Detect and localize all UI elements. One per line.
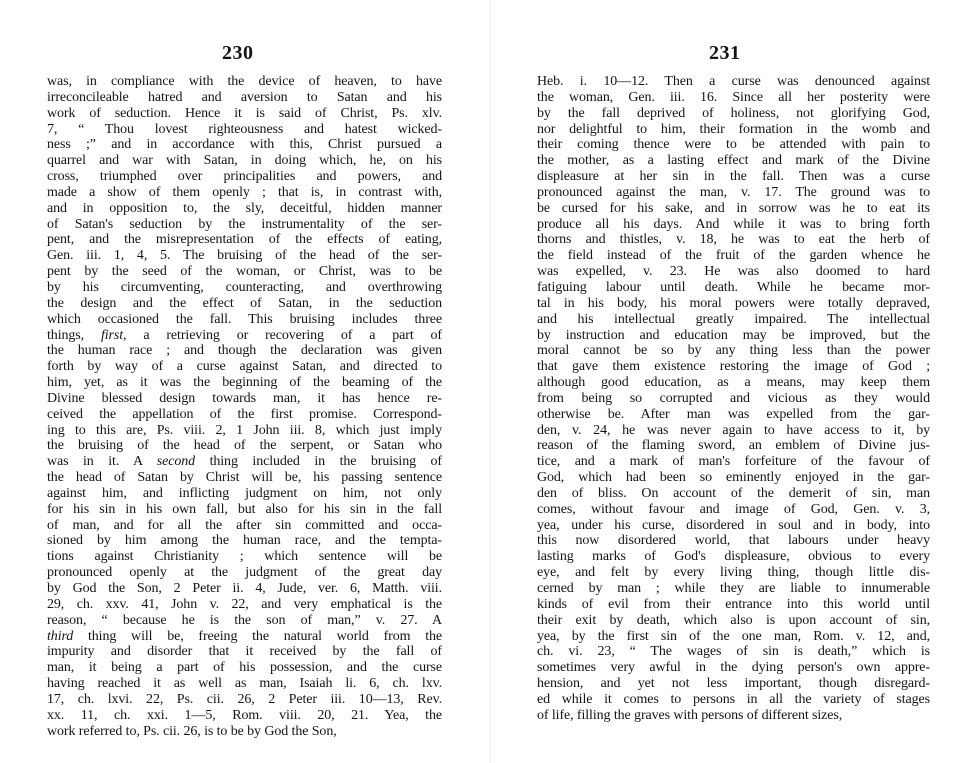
text-line: sometimes very awful in the dying person's own appre- — [537, 660, 930, 676]
text-line: tice, and a mark of man's forfeiture of the favour of — [537, 454, 930, 470]
text-line: forth by way of a curse against Satan, and directed to — [47, 359, 442, 375]
text-line: from being so corrupted and vicious as they would — [537, 390, 930, 406]
text-line: and his intellectual greatly impaired. The intellectual — [537, 311, 930, 327]
text-line: the human race ; and though the declaration was given — [47, 343, 442, 359]
text-line: reason of the flaming sword, an emblem of Divine jus- — [537, 438, 930, 454]
text-line: the woman, Gen. iii. 16. Since all her posterity were — [537, 89, 930, 105]
text-line: nor delightful to him, their formation in the womb and — [537, 121, 930, 137]
text-line: comes, without favour and image of God, Gen. v. 3, — [537, 501, 930, 517]
text-line: cross, triumphed over principalities and powers, and — [47, 169, 442, 185]
text-line: him, yet, as it was the beginning of the beaming of the — [47, 375, 442, 391]
text-line: for his sin in his own fall, but also for his sin in the fall — [47, 501, 442, 517]
text-line: be cursed for his sake, and in sorrow was he to eat its — [537, 200, 930, 216]
page-text — [537, 74, 930, 724]
text-line: thorns and thistles, v. 18, he was to eat the herb of — [537, 232, 930, 248]
text-line: tal in his body, his moral powers were totally depraved, — [537, 295, 930, 311]
text-line: and in opposition to, the sly, deceitful, hidden manner — [47, 200, 442, 216]
text-line: having reached it as well as man, Isaiah li. 6, ch. lxv. — [47, 676, 442, 692]
text-line: moral cannot be so by any thing less than the power — [537, 343, 930, 359]
page-number: 231 — [709, 42, 741, 64]
text-line: 7, “ Thou lovest righteousness and hatest wicked- — [47, 121, 442, 137]
text-line: against him, and inflicting judgment on him, not only — [47, 485, 442, 501]
text-line: yea, by the first sin of the one man, Rom. v. 12, and, — [537, 628, 930, 644]
text-line: 17, ch. lxvi. 22, Ps. cii. 26, 2 Peter iii. 10—13, Rev. — [47, 691, 442, 707]
text-line: Heb. i. 10—12. Then a curse was denounced against — [537, 74, 930, 89]
text-line: Gen. iii. 1, 4, 5. The bruising of the head of the ser- — [47, 248, 442, 264]
text-line: ceived the appellation of the first promise. Correspond- — [47, 406, 442, 422]
right-page — [490, 0, 980, 763]
text-line: by the fall deprived of holiness, not glorifying God, — [537, 105, 930, 121]
text-line: was expelled, v. 23. He was also doomed to hard — [537, 264, 930, 280]
text-line: ing to this are, Ps. viii. 2, 1 John iii. 8, which just imply — [47, 422, 442, 438]
text-line: ed while it comes to persons in all the variety of stages — [537, 691, 930, 707]
text-line: tions against Christianity ; which sentence will be — [47, 549, 442, 565]
text-line: although good education, as a means, may keep them — [537, 375, 930, 391]
text-line: the bruising of the head of the serpent, or Satan who — [47, 438, 442, 454]
text-line: den of bliss. On account of the demerit of sin, man — [537, 485, 930, 501]
text-line: work referred to, Ps. cii. 26, is to be by God the Son, — [47, 723, 337, 739]
text-line: xx. 11, ch. xxi. 1—5, Rom. viii. 20, 21. Yea, the — [47, 707, 442, 723]
text-line: pronounced openly at the judgment of the great day — [47, 565, 442, 581]
text-line: was, in compliance with the device of heaven, to have — [47, 74, 442, 89]
page-number: 230 — [222, 42, 254, 64]
text-line: displeasure at her sin in the fall. Then was a curse — [537, 169, 930, 185]
text-line: their exit by death, which also is upon account of sin, — [537, 612, 930, 628]
text-line: third thing will be, freeing the natural world from the — [47, 628, 442, 644]
text-line: irreconcileable hatred and aversion to Satan and his — [47, 89, 442, 105]
text-line: that gave them existence restoring the image of God ; — [537, 359, 930, 375]
text-line: cerned by man ; while they are liable to innumerable — [537, 581, 930, 596]
text-line: ch. vi. 23, “ The wages of sin is death,” which is — [537, 644, 930, 660]
text-line: the head of Satan by Christ will be, his passing sentence — [47, 470, 442, 486]
text-line: by God the Son, 2 Peter ii. 4, Jude, ver. 6, Matth. viii. — [47, 581, 442, 596]
text-line: ness ;” and in accordance with this, Christ pursued a — [47, 137, 442, 153]
text-line: man, it being a part of his possession, and the curse — [47, 660, 442, 676]
text-line: impurity and disorder that it received by the fall of — [47, 644, 442, 660]
text-line: of life, filling the graves with persons of different sizes, — [537, 707, 843, 723]
text-line: by his circumventing, counteracting, and overthrowing — [47, 279, 442, 295]
text-line: reason, “ because he is the son of man,” v. 27. A — [47, 612, 442, 628]
text-line: the field instead of the fruit of the garden whence he — [537, 248, 930, 264]
text-line: yea, under his curse, disordered in soul and in body, into — [537, 517, 930, 533]
text-line: the design and the effect of Satan, in the seduction — [47, 295, 442, 311]
text-line: sioned by him among the human race, and the tempta- — [47, 533, 442, 549]
text-line: the mother, as a lasting effect and mark of the Divine — [537, 153, 930, 169]
page-text — [47, 74, 442, 739]
text-line: produce all his days. And while it was to bring forth — [537, 216, 930, 232]
text-line: otherwise be. After man was expelled from the gar- — [537, 406, 930, 422]
text-line: quarrel and war with Satan, in doing which, he, on his — [47, 153, 442, 169]
text-line: their coming thence were to be attended with pain to — [537, 137, 930, 153]
text-line: pent, and the misrepresentation of the effects of eating, — [47, 232, 442, 248]
text-line: by instruction and education may be improved, but the — [537, 327, 930, 343]
text-line: made a show of them openly ; that is, in contrast with, — [47, 184, 442, 200]
text-line: God, which had been so eminently enjoyed in the gar- — [537, 470, 930, 486]
text-line: work of seduction. Hence it is said of Christ, Ps. xlv. — [47, 105, 442, 121]
text-line: pronounced against the man, v. 17. The ground was to — [537, 184, 930, 200]
text-line: lasting marks of God's displeasure, obvious to every — [537, 549, 930, 565]
text-line: fatiguing labour until death. While he became mor- — [537, 279, 930, 295]
text-line: eye, and felt by every living thing, though little dis- — [537, 565, 930, 581]
text-line: was in it. A second thing included in the bruising of — [47, 454, 442, 470]
text-line: den, v. 24, he was never again to have access to it, by — [537, 422, 930, 438]
text-line: hension, and yet not less important, though disregard- — [537, 676, 930, 692]
text-line: Divine blessed design towards man, it has hence re- — [47, 390, 442, 406]
text-line: pent by the seed of the woman, or Christ, was to be — [47, 264, 442, 280]
text-line: things, first, a retrieving or recovering of a part of — [47, 327, 442, 343]
text-line: kinds of evil from their entrance into this world until — [537, 596, 930, 612]
text-line: of man, and for all the after sin committed and occa- — [47, 517, 442, 533]
text-line: of Satan's seduction by the instrumentality of the ser- — [47, 216, 442, 232]
text-line: which occasioned the fall. This bruising includes three — [47, 311, 442, 327]
text-line: this now disordered world, that labours under heavy — [537, 533, 930, 549]
text-line: 29, ch. xxv. 41, John v. 22, and very emphatical is the — [47, 596, 442, 612]
